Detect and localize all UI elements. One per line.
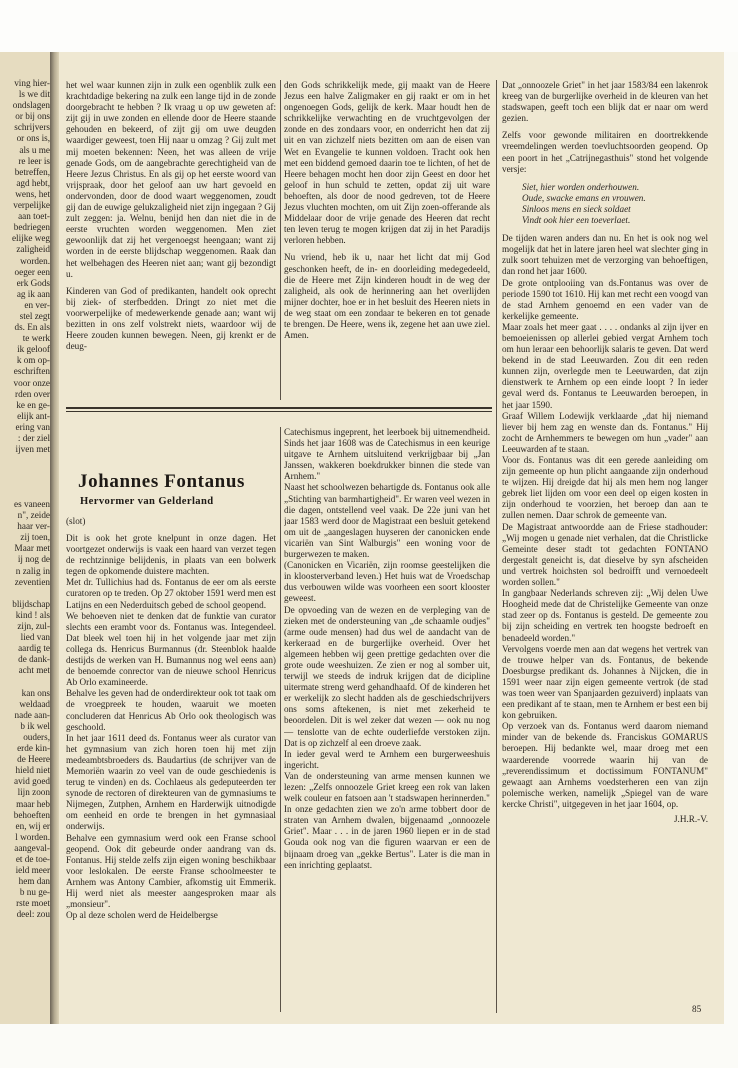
facing-text-fragment	[2, 677, 50, 688]
facing-text-fragment: zij toen,	[20, 532, 50, 543]
facing-text-fragment: lijn zoon	[17, 787, 50, 798]
facing-text-fragment: zaligheid	[16, 244, 50, 255]
facing-text-fragment: aardig te	[18, 643, 50, 654]
paragraph: Zelfs voor gewonde militairen en doortrekkende vreemdelingen werden toevluchtsoorden geopend. Op een poort in het „Catrijnegasthuis" stond het volgende versje:	[502, 130, 708, 174]
page-gutter	[50, 52, 59, 1024]
paragraph: Behalve een gymnasium werd ook een Franse school geopend. Ook dit gebeurde onder aandrang van ds. Fontanus. Hij stelde zelfs zijn eigen woning beschikbaar voor leslokalen. De eerste Franse schoolmeester te Arnhem was Antony Cambier, afkomstig uit Emmerik. Hij werd niet als meester aangesproken maar als „monsieur".	[66, 832, 276, 910]
author-signature: J.H.R.-V.	[673, 814, 708, 824]
paragraph: De tijden waren anders dan nu. En het is ook nog wel mogelijk dat het in latere jaren heel wat slechter ging in zulk soort tehuizen met de verzorging van behoeftigen, dan rond het jaar 1600.	[502, 233, 708, 277]
facing-text-fragment: eschriften	[13, 366, 50, 377]
facing-text-fragment: n", zeide	[17, 510, 50, 521]
paragraph: Dat „onnoozele Griet" in het jaar 1583/84 een lakenrok kreeg van de burgerlijke overheid in de kleuren van het stadswapen, geeft toch een blijk dat er naar om werd gezien.	[502, 80, 708, 124]
facing-text-fragment: als u me	[19, 144, 50, 155]
page-number: 85	[692, 1004, 702, 1014]
facing-text-fragment: deel: zou	[16, 909, 50, 920]
facing-text-fragment: te werk	[22, 333, 50, 344]
facing-text-fragment: kan ons	[21, 687, 50, 698]
facing-text-fragment: nade aan-	[14, 709, 50, 720]
paragraph: Graaf Willem Lodewijk verklaarde „dat hij niemand liever bij hem zag en wenste dan ds. Fontanus." Hij zocht de Arnhemmers te bewegen om hun „vader" aan Leeuwarden af te staan.	[502, 410, 708, 454]
facing-text-fragment: en ver-	[24, 299, 50, 310]
facing-text-fragment: verpelijke	[13, 200, 50, 211]
verse-line: Vindt ook hier een toeverlaet.	[522, 215, 631, 226]
facing-text-fragment: haar ver-	[17, 521, 50, 532]
facing-text-fragment: ouders,	[23, 731, 50, 742]
facing-text-fragment: ik geloof	[17, 344, 50, 355]
facing-text-fragment: b nu ge-	[19, 887, 50, 898]
facing-text-fragment: ondslagen	[12, 100, 50, 111]
facing-text-fragment: acht met	[18, 665, 50, 676]
facing-text-fragment: hem dan	[18, 876, 50, 887]
paragraph: Van de ondersteuning van arme mensen kunnen we lezen: „Zelfs onnoozele Griet kreeg een rok van laken welk couleur en fatsoen aan 't stadswapen herinnerden."	[284, 770, 490, 804]
paragraph: We behoeven niet te denken dat de funktie van curator slechts een erambt voor ds. Fontanus was. Integendeel. Dat bleek wel toen hij in het volgende jaar met zijn collega ds. Henricus Burmannus (dr. Steenblok haalde destijds de werken van H. Bumannus nog wel eens aan) de benoemde conrector van de nieuwe school Henricus Ab Orlo examineerde.	[66, 610, 276, 688]
facing-text-fragment: stel zegt	[19, 310, 50, 321]
facing-text-fragment: ke en ge-	[16, 399, 50, 410]
section-divider-rule	[66, 407, 492, 409]
verse-line: Siet, hier worden onderhouwen.	[522, 181, 640, 192]
paragraph: Maar zoals het meer gaat . . . . ondanks al zijn ijver en bemoeienissen op allerlei gebied vergat Arnhem toch om hun leraar een behoorlijk salaris te geven. Dat werd bekend in de stad Leeuwarden. Zou dit een reden kunnen zijn, overlegde men te Leeuwarden, dat zijn dienstwerk te Arnhem op een einde loopt ? In ieder geval werd ds. Fontanus te Leeuwarden beroepen, in het jaar 1590.	[502, 321, 708, 410]
paragraph: Dit is ook het grote knelpunt in onze dagen. Het voortgezet onderwijs is vaak een haard van verzet tegen de rechtzinnige belijdenis, in plaats van een bolwerk tegen de opkomende duistere machten.	[66, 533, 276, 577]
right-column	[502, 80, 708, 1012]
facing-text-fragment: n zalig in	[15, 565, 50, 576]
facing-text-fragment: blijdschap	[12, 598, 50, 609]
verse-line: Oude, swacke emans en vrouwen.	[522, 192, 646, 203]
facing-text-fragment: zeventien	[14, 576, 50, 587]
top-column-2	[284, 80, 490, 400]
facing-text-fragment: Maar met	[14, 543, 50, 554]
scan-background	[0, 0, 738, 52]
bottom-column-2	[284, 427, 490, 1012]
facing-text-fragment: or bij ons	[15, 111, 50, 122]
facing-text-fragment: zijn, zul-	[17, 621, 50, 632]
facing-text-fragment: rste moet	[16, 898, 50, 909]
facing-text-fragment: oeger een	[14, 266, 50, 277]
facing-text-fragment: worden.	[20, 255, 50, 266]
paragraph: Nu vriend, heb ik u, naar het licht dat mij God geschonken heeft, de in- en doorleiding medegedeeld, die de Heere met Zijn kinderen houdt in de weg der zaligheid, als ook de herinnering aan het overlijden mijner dochter, hoe er in het besluit des Heeren niets in de weg staat om een zondaar te bekeren en tot genade te brengen. De Heere, wens ik, zegene het aan uwe ziel. Amen.	[284, 252, 490, 341]
facing-text-fragment: agd hebt,	[16, 177, 50, 188]
facing-text-fragment: ls we dit	[18, 89, 50, 100]
verse-line: Sinloos mens en sieck soldaet	[522, 203, 631, 214]
column-divider	[496, 80, 497, 1013]
facing-text-fragment	[2, 588, 50, 599]
facing-text-fragment: hield niet	[15, 765, 50, 776]
facing-text-fragment: lied van	[20, 632, 50, 643]
paragraph: Met dr. Tullichius had ds. Fontanus de eer om als eerste curatoren op te treden. Op 27 oktober 1591 werd men est Latijns en een Nederduitsch gebed de school geopend.	[66, 577, 276, 610]
facing-text-fragment: ield meer	[15, 865, 50, 876]
facing-text-fragment: l worden.	[15, 831, 50, 842]
paragraph: Kinderen van God of predikanten, handelt ook oprecht bij ziek- of sterfbedden. Dringt zo niet met die voorwerpelijke of medewerkende genade aan; want wij bezitten in ons zelf volstrekt niets, waardoor wij de Heere zouden kunnen bewegen. Neen, gij krenkt er de deug-	[66, 285, 276, 352]
facing-text-fragment: ds. En als	[14, 322, 50, 333]
facing-text-fragment: en, wij er	[15, 820, 50, 831]
article-title: Johannes Fontanus	[78, 471, 246, 492]
paragraph: het wel waar kunnen zijn in zulk een ogenblik zulk een krachtdadige bekering na zulk een lange tijd in de zonde doorgebracht te hebben ? Ik vraag u op uw geweten af: zijt gij in uwe zonden en ellende door de Heere staande gehouden en bekeerd, of zijt gij om uwe deugden waardiger geweest, toen Hij naar u omzag ? Gij zult met mij moeten bekennen: Neen, het was alleen de vrije genade Gods, om de aangebrachte gerechtigheid van de Heere Jezus Christus. En als gij op het eerste woord van vrijspraak, door het geloof aan uw hart gevoeld en ondervonden, door de dood waart weggenomen, zoudt gij dan de euwige gelukzaligheid niet zijn ingegaan ? Gij zult zeggen: ja. Welnu, benijd hen dan niet die in de eerste vruchten worden weggenomen. Men ziet gewoonlijk dat zij het vergenoegst heengaan; want zij worden in de eerste blijdschap weggenomen. Raak dan het welbehagen des Heeren niet aan; want gij bezondigt u.	[66, 80, 276, 279]
facing-text-fragment: betreffen,	[14, 166, 50, 177]
column-divider	[280, 80, 281, 400]
paragraph: De grote ontplooiing van ds.Fontanus was over de periode 1590 tot 1610. Hij kan met recht een voogd van de stad Arnhem genoemd en een vader van de kerkelijke gemeente.	[502, 277, 708, 321]
facing-text-fragment: kind ! als	[15, 609, 50, 620]
facing-page-edge	[0, 52, 52, 1024]
paragraph: In onze gedachten zien we zo'n arme tobbert door de straten van Arnhem dwalen, bijgenaamd „onnoozele Griet". Maar . . . in de jaren 1960 liepen er in de stad Gouda ook nog van die figuren waarvan er een de bijnaam droeg van „gekke Bertus". Later is die man in een inrichting geplaatst.	[284, 804, 490, 870]
paragraph: Behalve les geven had de onderdirekteur ook tot taak om de vroegpreek te houden, waaruit we moeten concluderen dat Henricus Ab Orlo ook theologisch was geschoold.	[66, 688, 276, 732]
paragraph: Naast het schoolwezen behartigde ds. Fontanus ook alle „Stichting van barmhartigheid". Er waren veel wezen in die dagen, ontstellend veel vaak. De 22e juni van het jaar 1583 werd door de Magistraat een besluit getekend om uit de „aangeslagen huyseren der canonicken ende vicariën van Sint Walburgis" een woning voor de burgerwezen te maken.	[284, 482, 490, 560]
article-note: (slot)	[66, 516, 86, 526]
facing-text-fragment: de dank-	[18, 654, 50, 665]
facing-text-fragment: elijk ant-	[17, 410, 50, 421]
facing-text-fragment: voor onze	[13, 377, 50, 388]
facing-text-fragment: weldaad	[19, 698, 50, 709]
paragraph: In ieder geval werd te Arnhem een burgerweeshuis ingericht.	[284, 748, 490, 770]
facing-text-fragment: avid goed	[14, 776, 50, 787]
facing-text-fragment: or ons is,	[16, 133, 50, 144]
facing-text-fragment: wens, het	[15, 188, 50, 199]
facing-text-fragment: ering van	[15, 421, 50, 432]
section-divider-rule-thin	[66, 411, 492, 412]
facing-text-fragment: es vaneen	[14, 499, 50, 509]
paragraph: den Gods schrikkelijk mede, gij maakt van de Heere Jezus een halve Zaligmaker en gij raakt er om in het ongenoegen Gods, gelijk de kerk. Maar houdt hen de schrikkelijke verwachting en de vruchtgevolgen der zonde en des zondaars voor, en onderricht hen dat zij uit en van zichzelf niets bezitten om aan de eisen van Wet en Evangelie te kunnen voldoen. Tracht ook hen met een biddend gemoed daarin toe te lichten, of het de Heere behagen mocht hen door zijn Geest en door het geloof in hun schuld te zetten, opdat zij uit ware behoeften, als door de nood gedreven, tot de Heere Jezus vluchten mochten, om uit Zijn zoen-offerande als Middelaar door de vrije genade des Heeren dat recht ten leven terug te mogen krijgen dat zij in het Paradijs verloren hebben.	[284, 80, 490, 246]
facing-text-fragment: elijke weg	[11, 233, 50, 244]
paragraph: Catechismus ingeprent, het leerboek bij uitnemendheid. Sinds het jaar 1608 was de Catechismus in een keurige uitgave te Arnhem uitsluitend verkrijgbaar bij „Jan Janssen, wakkeren boekdrukker binnen die stede van Arnhem."	[284, 427, 490, 482]
paragraph: De opvoeding van de wezen en de verpleging van de zieken met de ondersteuning van „de schaamle oudjes" (arme oude mensen) had dus wel de aandacht van de kerkeraad en de burgerlijke overheid. Over het algemeen hebben wij geen prettige gedachten over die grote oude weeshuizen. Ze zien er nog al somber uit, terwijl we steeds de indruk krijgen dat de dicipline uitermate streng werd gehandhaafd. Of de kinderen het er werkelijk zo slecht hadden als de geschiedschrijvers ons soms aftekenen, is niet met zekerheid te beoordelen. Dit is wel zeker dat wezen — ook nu nog — tenslotte van de echte ouderliefde verstoken zijn. Dat is op zichzelf al een droeve zaak.	[284, 604, 490, 748]
facing-text-fragment: bedriegen	[13, 222, 50, 233]
paragraph: Op verzoek van ds. Fontanus werd daarom niemand minder van de bekende ds. Franciskus GOMARUS beroepen. Hij bedankte wel, maar droeg met een waarderende voorrede waarin hij van de „reverendissimum et doctissimum FONTANUM" gewaagt aan Arnhems voedsterheren een van zijn polemische werken, namelijk „Spiegel van de ware kercke Christi", uitgegeven in het jaar 1604, op.	[502, 721, 708, 809]
paragraph: Voor ds. Fontanus was dit een gerede aanleiding om zijn gemeente op hun plicht aangaande zijn onderhoud te wijzen. Hij dreigde dat hij als men hem nog langer gebrek liet lijden om voor een deel op eigen kosten in zijn onderhoud te voorzien, het beroep dan aan te zullen nemen. Daar schrok de gemeente van.	[502, 455, 708, 521]
facing-text-fragment: re leer is	[18, 155, 50, 166]
paragraph: Op al deze scholen werd de Heidelbergse	[66, 910, 218, 921]
facing-text-fragment: maar heb	[16, 798, 50, 809]
facing-text-fragment: k om op-	[16, 355, 50, 366]
paragraph: In het jaar 1611 deed ds. Fontanus weer als curator van het gymnasium van zich horen toen hij met zijn medeambtsbroeders ds. Baudartius (de schrijver van de Memoriën waarin zo veel van de oude geschiedenis is terug te vinden) en ds. Cochlaeus als gedeputeerden ter synode de rectoren of direkteuren van de gymnasiums te Nijmegen, Zutphen, Arnhem en Harderwijk uitnodigde om eenheid en orde te brengen in het gymnasiaal onderwijs.	[66, 732, 276, 832]
facing-text-fragment: schrijvers	[14, 122, 50, 133]
article-subtitle: Hervormer van Gelderland	[80, 496, 214, 507]
facing-text-fragment: erk Gods	[16, 277, 50, 288]
paragraph: In gangbaar Nederlands schreven zij: „Wij delen Uwe Hoogheid mede dat de Christelijke Gemeente van onze stad zeer op ds. Fontanus is gesteld. De gemeente zou bij zijn scheiding en vertrek ten hoogste bedroeft en benadeeld worden."	[502, 588, 708, 643]
facing-text-fragment: ag ik aan	[16, 288, 50, 299]
facing-text-fragment: ij nog de	[17, 554, 50, 565]
paragraph: (Canonicken en Vicariën, zijn roomse geestelijken die in kloosterverband leven.) Het huis wat de Vroedschap dus verbouwen wilde was voorheen een soort klooster geweest.	[284, 560, 490, 604]
facing-page-text-top	[2, 78, 50, 455]
facing-text-fragment: ijven met	[15, 444, 50, 455]
facing-text-fragment: et de toe-	[15, 854, 50, 864]
facing-text-fragment: : der ziel	[17, 433, 50, 443]
top-column-1	[66, 80, 276, 400]
facing-text-fragment: behoeften	[13, 809, 50, 820]
bottom-column-1	[66, 533, 276, 1013]
facing-text-fragment: de Heere	[17, 754, 50, 765]
facing-text-fragment: aangeval-	[14, 842, 50, 853]
facing-text-fragment: aan toet-	[18, 211, 50, 222]
gasthuis-verse	[522, 182, 708, 226]
facing-text-fragment: erde kin-	[17, 743, 50, 754]
facing-page-text-bottom	[2, 499, 50, 921]
paragraph: De Magistraat antwoordde aan de Friese stadhouder: „Wij mogen u genade niet verhalen, dat die Christlicke Gemeinte deser stadt tot gedachten FONTANO dergestalt geneicht is, dat dieselve by syn afscheiden und vertrek hoichsten sol bedroifft und vernoedeelt worden sollen."	[502, 521, 708, 588]
facing-text-fragment: rden over	[15, 388, 50, 399]
paragraph: Vervolgens voerde men aan dat wegens het vertrek van de trouwe helper van ds. Fontanus, de bekende Doesburgse predikant ds. Johannes à Nijcken, die in 1591 weer naar zijn eigen gemeente vertrok (de stad was toen weer van Spanjaarden gezuiverd) inplaats van een predikant af te staan, men te Arnhem er best een bij kon gebruiken.	[502, 643, 708, 721]
column-divider	[280, 427, 281, 1012]
facing-text-fragment: b ik wel	[20, 720, 50, 731]
facing-text-fragment: ving hier-	[14, 78, 50, 88]
